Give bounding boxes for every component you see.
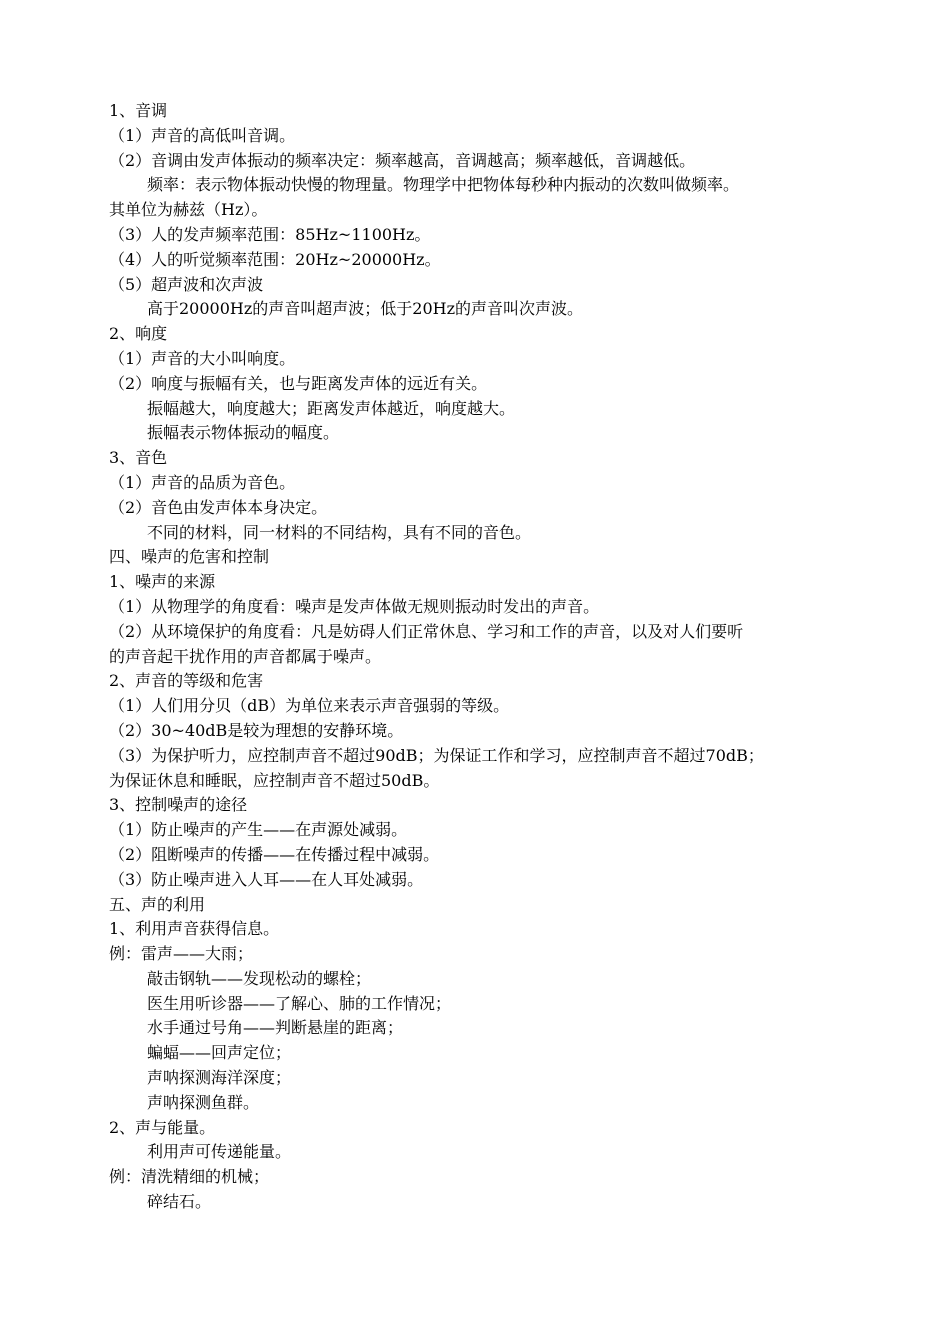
- text-line: （5）超声波和次声波: [109, 274, 264, 294]
- text-line: （1）从物理学的角度看：噪声是发声体做无规则振动时发出的声音。: [109, 596, 600, 616]
- section-heading-sound-use: 五、声的利用: [109, 894, 206, 914]
- text-line: （3）防止噪声进入人耳——在人耳处减弱。: [109, 869, 424, 889]
- heading-noise-control: 3、控制噪声的途径: [109, 795, 248, 815]
- text-line: （1）人们用分贝（dB）为单位来表示声音强弱的等级。: [109, 696, 510, 716]
- heading-sound-level: 2、声音的等级和危害: [109, 671, 264, 691]
- text-line: 频率：表示物体振动快慢的物理量。物理学中把物体每秒种内振动的次数叫做频率。: [147, 175, 740, 195]
- text-line: 振幅表示物体振动的幅度。: [147, 423, 340, 443]
- text-line: （3）人的发声频率范围：85Hz~1100Hz。: [109, 224, 431, 244]
- text-line: （3）为保护听力，应控制声音不超过90dB；为保证工作和学习，应控制声音不超过70dB；: [109, 745, 764, 765]
- heading-timbre: 3、音色: [109, 448, 168, 468]
- text-line: （2）从环境保护的角度看：凡是妨碍人们正常休息、学习和工作的声音，以及对人们要听: [109, 621, 744, 641]
- section-heading-noise: 四、噪声的危害和控制: [109, 547, 270, 567]
- text-line: 振幅越大，响度越大；距离发声体越近，响度越大。: [147, 398, 516, 418]
- text-line: 例：雷声——大雨；: [109, 944, 254, 964]
- text-line: 高于20000Hz的声音叫超声波；低于20Hz的声音叫次声波。: [147, 299, 584, 319]
- heading-loudness: 2、响度: [109, 324, 168, 344]
- document-body: [109, 99, 844, 1215]
- text-line: 碎结石。: [147, 1192, 212, 1212]
- text-line: （2）音色由发声体本身决定。: [109, 497, 328, 517]
- heading-noise-source: 1、噪声的来源: [109, 572, 216, 592]
- text-line: （1）防止噪声的产生——在声源处减弱。: [109, 820, 408, 840]
- text-line: 例：清洗精细的机械；: [109, 1167, 270, 1187]
- text-line: 利用声可传递能量。: [147, 1142, 292, 1162]
- text-line: （4）人的听觉频率范围：20Hz~20000Hz。: [109, 249, 441, 269]
- text-line: 敲击钢轨——发现松动的螺栓；: [147, 968, 372, 988]
- text-line: （2）音调由发声体振动的频率决定：频率越高，音调越高；频率越低，音调越低。: [109, 150, 696, 170]
- text-line: 声呐探测海洋深度；: [147, 1068, 292, 1088]
- text-line: 不同的材料，同一材料的不同结构，具有不同的音色。: [147, 522, 532, 542]
- heading-energy: 2、声与能量。: [109, 1117, 216, 1137]
- text-line: 蝙蝠——回声定位；: [147, 1043, 292, 1063]
- text-line: 的声音起干扰作用的声音都属于噪声。: [109, 646, 382, 666]
- text-line: （1）声音的品质为音色。: [109, 472, 296, 492]
- text-line: 为保证休息和睡眠，应控制声音不超过50dB。: [109, 770, 440, 790]
- text-line: 其单位为赫兹（Hz）。: [109, 200, 268, 220]
- text-line: （2）阻断噪声的传播——在传播过程中减弱。: [109, 844, 440, 864]
- text-line: （1）声音的大小叫响度。: [109, 348, 296, 368]
- text-line: 声呐探测鱼群。: [147, 1092, 260, 1112]
- text-line: （2）30~40dB是较为理想的安静环境。: [109, 720, 404, 740]
- heading-information: 1、利用声音获得信息。: [109, 919, 280, 939]
- heading-pitch: 1、音调: [109, 101, 168, 120]
- text-line: 水手通过号角——判断悬崖的距离；: [147, 1018, 404, 1038]
- text-line: （2）响度与振幅有关，也与距离发声体的远近有关。: [109, 373, 488, 393]
- text-line: （1）声音的高低叫音调。: [109, 125, 296, 145]
- text-line: 医生用听诊器——了解心、肺的工作情况；: [147, 993, 452, 1013]
